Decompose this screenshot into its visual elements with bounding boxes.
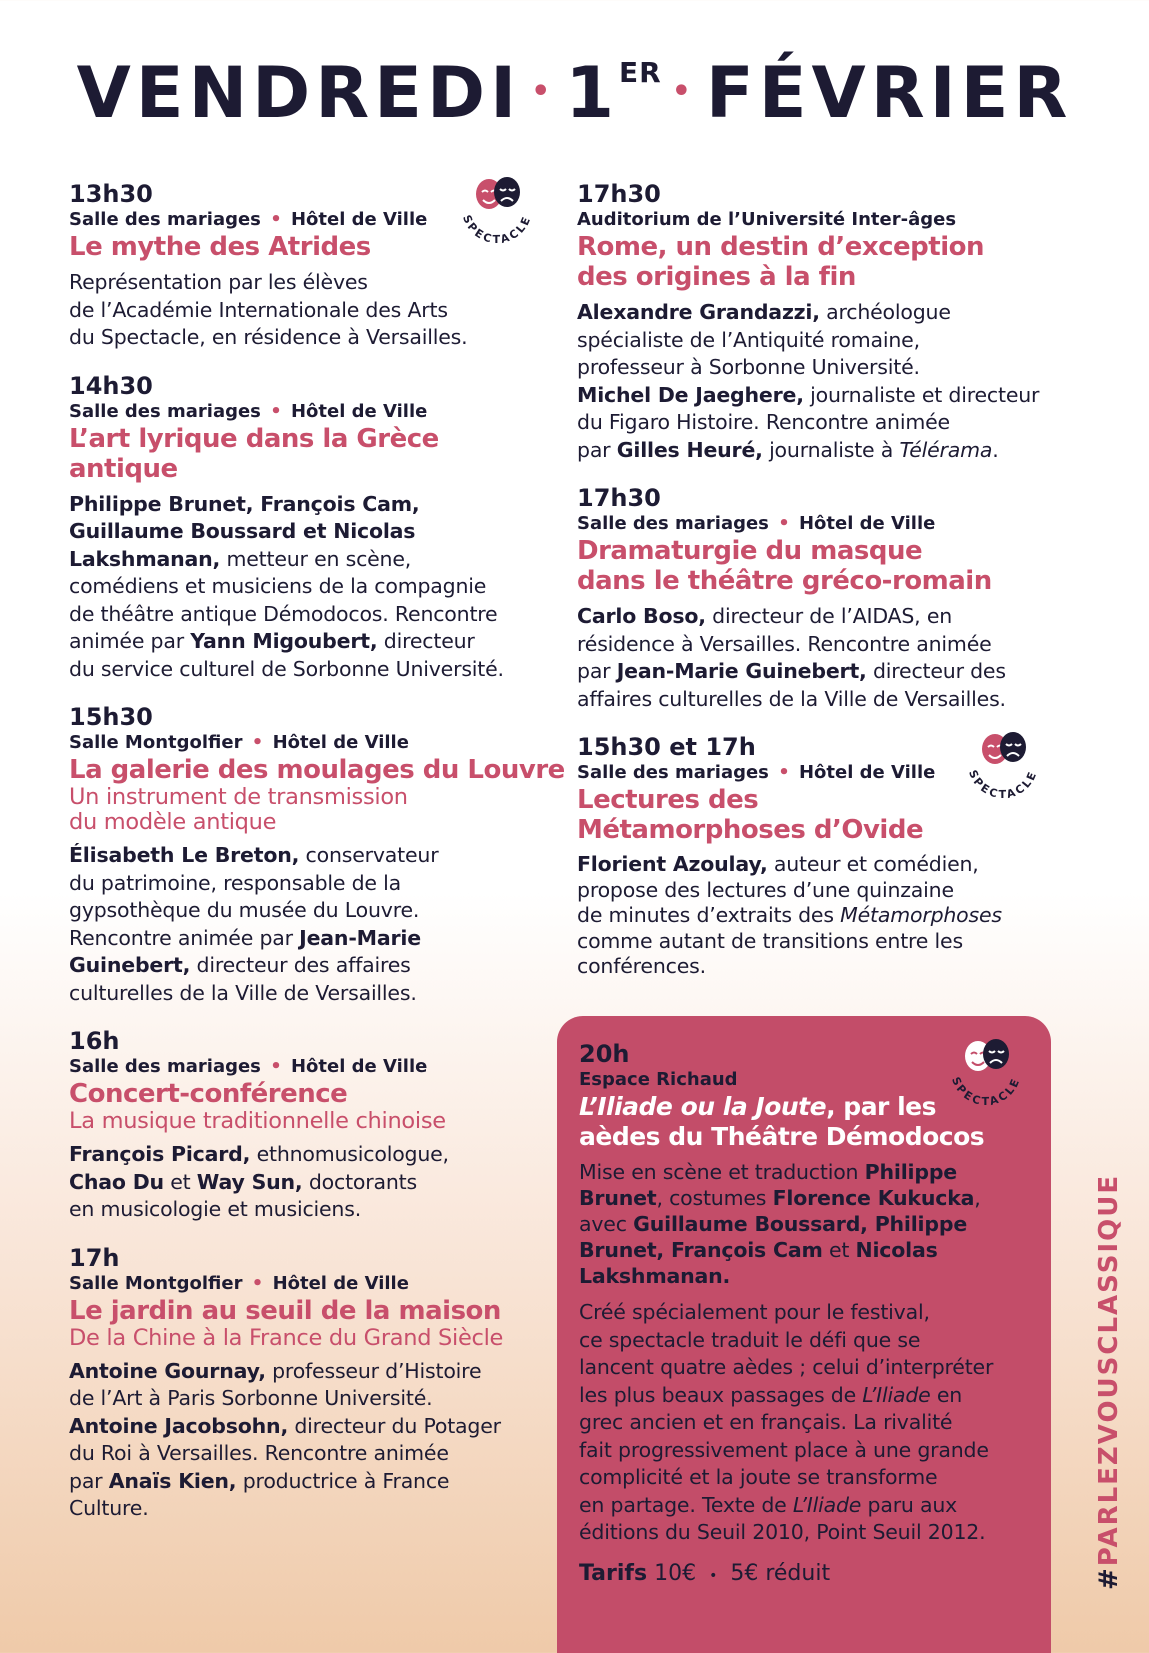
title-month: FÉVRIER xyxy=(705,52,1073,134)
title-date: 1 xyxy=(565,52,620,134)
title-date-suffix: ER xyxy=(619,56,662,89)
event-credits: Mise en scène et traduction Philippe Brunet, costumes Florence Kukucka, avec Guillaume Boussard, Philippe Brunet, François Cam et Nicolas Lakshmanan. xyxy=(579,1160,981,1288)
pricing xyxy=(579,1561,1027,1586)
svg-text:SPECTACLE xyxy=(460,213,534,246)
event-title: L’Iliade ou la Joute, par les aèdes du Théâtre Démodocos xyxy=(579,1092,985,1151)
title-separator: • xyxy=(531,74,556,110)
event-title: Concert-conférence xyxy=(69,1079,348,1109)
left-column xyxy=(69,180,565,1543)
event-title: Le mythe des Atrides xyxy=(69,232,371,262)
badge-text: SPECTACLE xyxy=(949,1075,1023,1109)
event-description: François Picard, ethnomusicologue, Chao Du et Way Sun, doctorants en musicologie et musiciens. xyxy=(69,1142,449,1221)
event-venue: Auditorium de l’Université Inter-âges xyxy=(577,209,957,230)
price-full: 10€ xyxy=(654,1560,697,1586)
svg-text:SPECTACLE xyxy=(949,1075,1023,1108)
event-time: 15h30 et 17h xyxy=(577,733,756,761)
event-time: 17h xyxy=(69,1243,120,1272)
event-description: Philippe Brunet, François Cam, Guillaume Boussard et Nicolas Lakshmanan, metteur en scène, comédiens et musiciens de la compagnie de théâtre antique Démodocos. Rencontre animée par Yann Migoubert, directeur du service culturel de Sorbonne Université. xyxy=(69,491,504,681)
title-separator: • xyxy=(671,74,696,110)
event-jardin xyxy=(69,1244,539,1523)
event-galerie-moulages xyxy=(69,703,565,1007)
event-time: 17h30 xyxy=(577,484,661,512)
event-concert-conference xyxy=(69,1027,539,1224)
event-lectures xyxy=(577,733,1057,980)
right-column xyxy=(577,180,1057,1000)
theatre-masks-icon xyxy=(454,170,540,256)
event-venue: Salle Montgolfier • Hôtel de Ville xyxy=(69,732,409,753)
event-venue: Salle des mariages • Hôtel de Ville xyxy=(69,1056,428,1077)
badge-text: SPECTACLE xyxy=(460,213,534,247)
theatre-masks-icon xyxy=(943,1032,1029,1118)
event-venue: Salle des mariages • Hôtel de Ville xyxy=(69,400,428,422)
spectacle-badge xyxy=(960,725,1046,811)
badge-text: SPECTACLE xyxy=(966,768,1040,802)
event-subtitle: De la Chine à la France du Grand Siècle xyxy=(69,1324,504,1351)
event-atrides xyxy=(69,180,539,352)
event-venue: Salle des mariages • Hôtel de Ville xyxy=(577,762,936,783)
hashtag: #PARLEZVOUSCLASSIQUE xyxy=(1094,1173,1124,1590)
event-time: 14h30 xyxy=(69,371,153,400)
title-day: VENDREDI xyxy=(76,52,522,134)
event-subtitle: La musique traditionnelle chinoise xyxy=(69,1108,446,1134)
evening-show-box xyxy=(557,1016,1051,1653)
spectacle-badge xyxy=(943,1032,1029,1118)
event-venue: Salle des mariages • Hôtel de Ville xyxy=(577,513,936,534)
event-time: 20h xyxy=(579,1040,630,1068)
event-time: 13h30 xyxy=(69,180,153,208)
event-title: L’art lyrique dans la Grèce antique xyxy=(69,423,439,484)
event-description: Élisabeth Le Breton, conservateur du patrimoine, responsable de la gypsothèque du musée du Louvre. Rencontre animée par Jean-Marie Guinebert, directeur des affaires culturelles de la Ville de Versailles. xyxy=(69,843,439,1005)
event-title: Rome, un destin d’exception des origines à la fin xyxy=(577,232,984,292)
event-title: Lectures des Métamorphoses d’Ovide xyxy=(577,785,924,845)
event-dramaturgie xyxy=(577,484,1057,713)
event-description: Représentation par les élèves de l’Académie Internationale des Arts du Spectacle, en résidence à Versailles. xyxy=(69,270,468,349)
event-art-lyrique xyxy=(69,372,539,684)
page-title xyxy=(0,52,1149,134)
event-subtitle: Un instrument de transmission du modèle antique xyxy=(69,784,408,835)
event-time: 17h30 xyxy=(577,180,661,208)
price-separator: • xyxy=(709,1567,718,1584)
event-title: Dramaturgie du masque dans le théâtre gréco-romain xyxy=(577,536,992,596)
event-description: Florient Azoulay, auteur et comédien, propose des lectures d’une quinzaine de minutes d’extraits des Métamorphoses comme autant de transitions entre les conférences. xyxy=(577,852,1002,978)
theatre-masks-icon xyxy=(960,725,1046,811)
event-description: Carlo Boso, directeur de l’AIDAS, en résidence à Versailles. Rencontre animée par Jean-Marie Guinebert, directeur des affaires culturelles de la Ville de Versailles. xyxy=(577,604,1006,711)
event-title: La galerie des moulages du Louvre xyxy=(69,755,565,785)
event-time: 15h30 xyxy=(69,703,153,731)
event-time: 16h xyxy=(69,1027,120,1055)
price-reduced: 5€ réduit xyxy=(730,1560,831,1586)
spectacle-badge xyxy=(454,170,540,256)
pricing-label: Tarifs xyxy=(579,1560,648,1586)
event-rome xyxy=(577,180,1057,464)
event-description: Créé spécialement pour le festival, ce spectacle traduit le défi que se lancent quatre aèdes ; celui d’interpréter les plus beaux passages de L’Iliade en grec ancien et en français. La rivalité fait progressivement place à une grande complicité et la joute se transforme en partage. Texte de L’Iliade paru aux éditions du Seuil 2010, Point Seuil 2012. xyxy=(579,1300,994,1544)
event-venue: Espace Richaud xyxy=(579,1069,738,1090)
event-description: Antoine Gournay, professeur d’Histoire de l’Art à Paris Sorbonne Université. Antoine Jacobsohn, directeur du Potager du Roi à Versailles. Rencontre animée par Anaïs Kien, productrice à France Culture. xyxy=(69,1358,501,1520)
event-venue: Salle Montgolfier • Hôtel de Ville xyxy=(69,1272,409,1294)
event-title: Le jardin au seuil de la maison xyxy=(69,1295,501,1326)
event-venue: Salle des mariages • Hôtel de Ville xyxy=(69,209,428,230)
event-description: Alexandre Grandazzi, archéologue spécialiste de l’Antiquité romaine, professeur à Sorbonne Université. Michel De Jaeghere, journaliste et directeur du Figaro Histoire. Rencontre animée par Gilles Heuré, journaliste à Télérama. xyxy=(577,300,1040,462)
svg-text:SPECTACLE xyxy=(966,768,1040,801)
